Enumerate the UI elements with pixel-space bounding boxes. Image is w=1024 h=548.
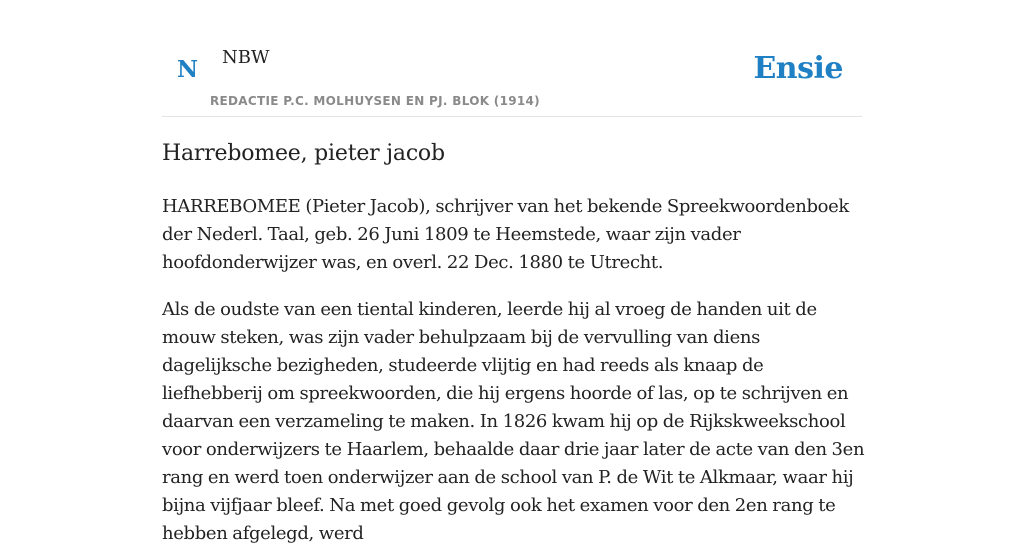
source-subtitle: REDACTIE P.C. MOLHUYSEN EN PJ. BLOK (1914): [210, 94, 540, 108]
source-name[interactable]: NBW: [222, 47, 270, 68]
site-header: [162, 0, 862, 117]
article-paragraph: Als de oudste van een tiental kinderen, leerde hij al vroeg de handen uit de mouw steken, was zijn vader behulpzaam bij de vervulling van diens dagelijksche bezigheden, studeerde vlijtig en had reeds als knaap de liefhebberij om spreekwoorden, die hij ergens hoorde of las, op te schrijven en daarvan een verzameling te maken. In 1826 kwam hij op de Rijkskweekschool voor onderwijzers te Haarlem, behaalde daar drie jaar later de acte van den 3en rang en werd toen onderwijzer aan de school van P. de Wit te Alkmaar, waar hij bijna vijfjaar bleef. Na met goed gevolg ook het examen voor den 2en rang te hebben afgelegd, werd: [162, 299, 865, 544]
article-paragraph: HARREBOMEE (Pieter Jacob), schrijver van het bekende Spreekwoordenboek der Nederl. Taal, geb. 26 Juni 1809 te Heemstede, waar zijn vader hoofdonderwijzer was, en overl. 22 Dec. 1880 te Utrecht.: [162, 196, 849, 273]
source-logo-icon[interactable]: N: [177, 56, 199, 83]
article-body: [162, 138, 866, 548]
brand-logo[interactable]: Ensie: [753, 51, 843, 86]
page-title: Harrebomee, pieter jacob: [162, 141, 445, 166]
